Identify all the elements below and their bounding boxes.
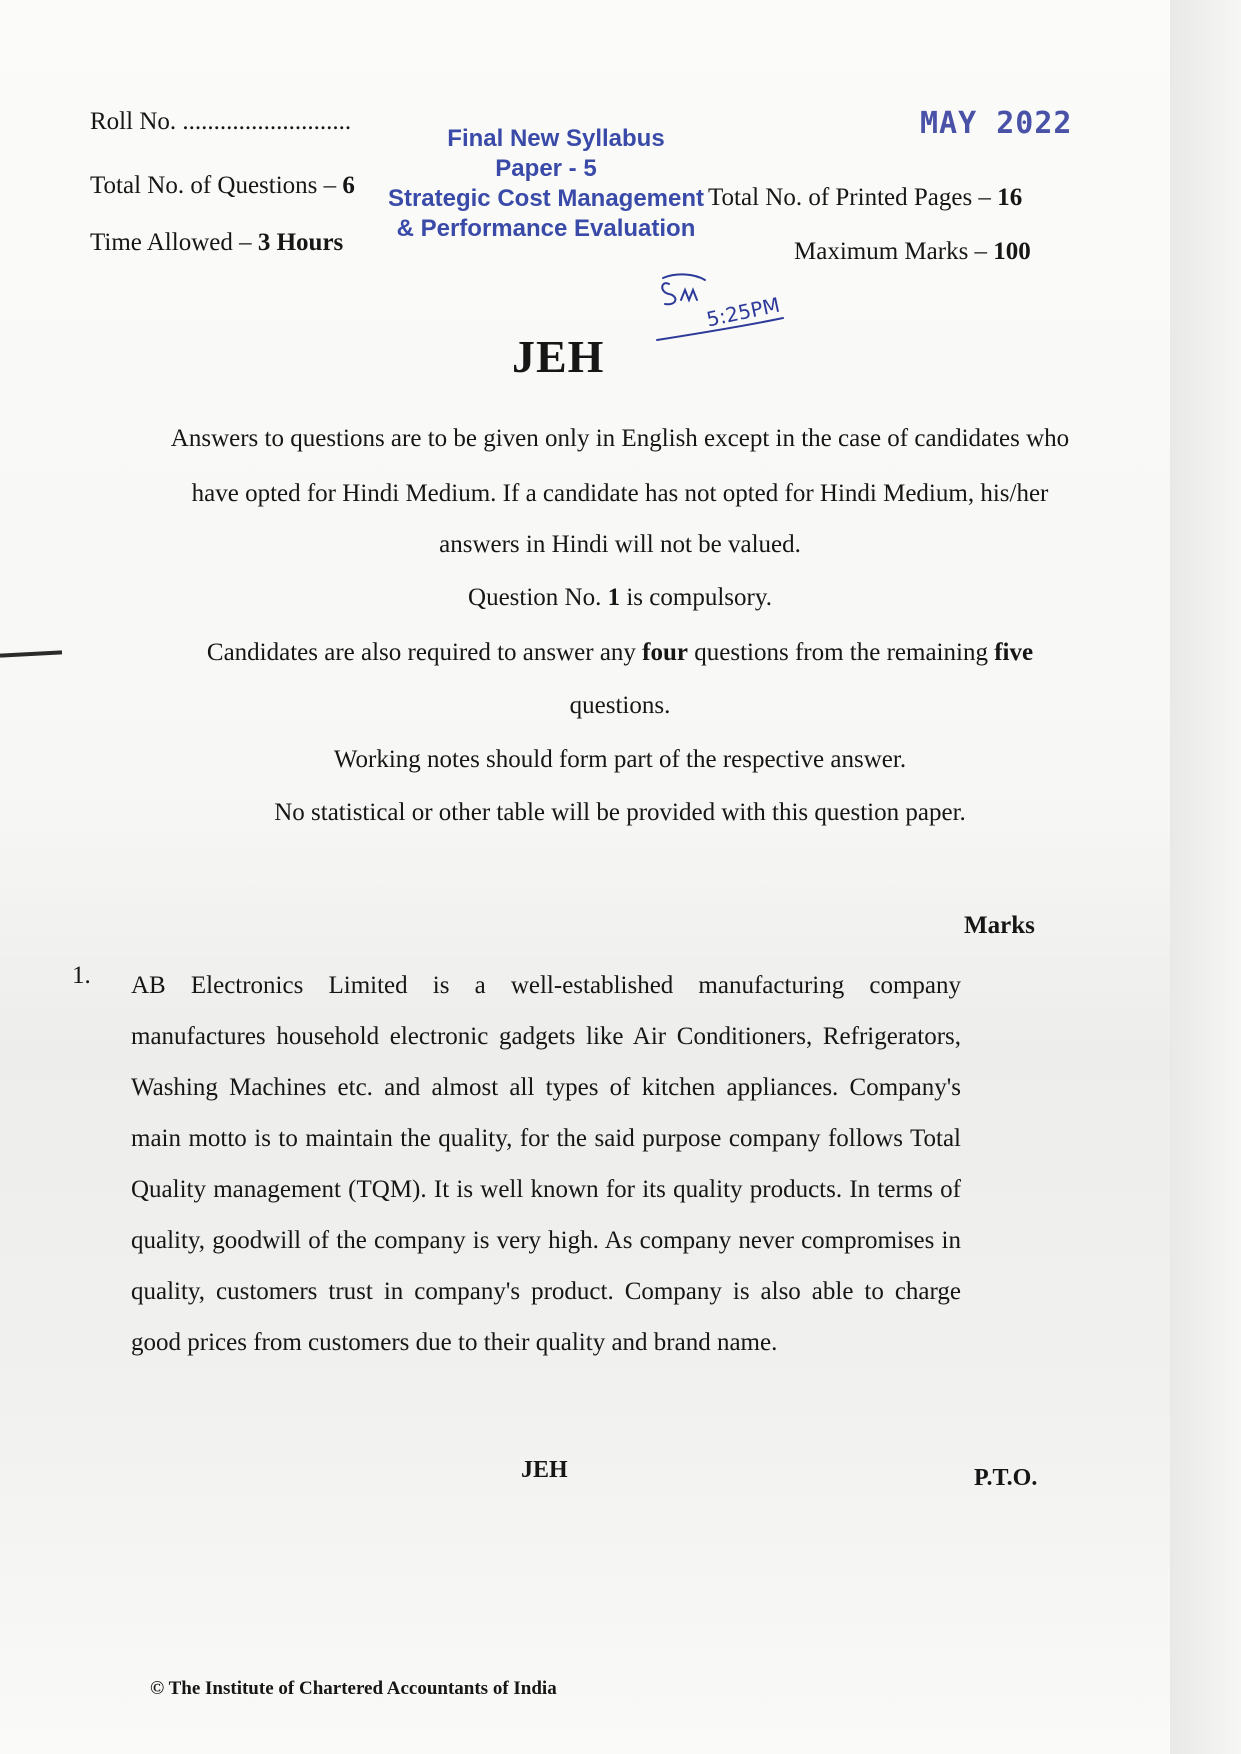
answer-choice-four: four: [642, 639, 688, 666]
total-pages-label: Total No. of Printed Pages –: [708, 184, 998, 211]
time-allowed: [90, 229, 343, 257]
instruction-working-notes: Working notes should form part of the respective answer.: [333, 746, 907, 773]
compulsory-pre: Question No.: [468, 584, 608, 611]
scan-artifact-mark: [0, 650, 62, 657]
paper-code-title: JEH: [512, 331, 605, 382]
max-marks-value: 100: [993, 238, 1031, 265]
instruction-line-3: answers in Hindi will not be valued.: [439, 531, 801, 558]
stamp-line-subject: Strategic Cost Management: [387, 185, 705, 212]
instruction-answer-choice-end: questions.: [569, 692, 671, 719]
instruction-line-1: Answers to questions are to be given only in English except in the case of candidates who: [170, 425, 1070, 452]
question-number: 1.: [72, 962, 91, 989]
scan-edge: [1170, 0, 1241, 1754]
total-questions-label: Total No. of Questions –: [90, 172, 343, 199]
time-allowed-label: Time Allowed –: [90, 229, 258, 256]
stamp-line-subject-cont: & Performance Evaluation: [396, 215, 696, 242]
compulsory-number: 1: [607, 584, 621, 611]
instruction-line-2: have opted for Hindi Medium. If a candidate has not opted for Hindi Medium, his/her: [191, 480, 1049, 507]
handwritten-time-note: 5:25PM: [704, 292, 782, 332]
total-questions-value: 6: [342, 172, 355, 199]
stamp-line-syllabus: Final New Syllabus: [447, 125, 665, 152]
stamp-line-paper: Paper - 5: [495, 155, 597, 182]
footer-copyright: © The Institute of Chartered Accountants of India: [150, 1678, 557, 1699]
syllabus-stamp: [376, 124, 716, 244]
compulsory-post: is compulsory.: [620, 584, 772, 611]
roll-no-field: [90, 108, 351, 136]
instruction-answer-choice: [70, 639, 1170, 667]
maximum-marks: [794, 238, 1031, 266]
instruction-no-table: No statistical or other table will be provided with this question paper.: [274, 799, 966, 826]
total-printed-pages: [708, 184, 1022, 212]
total-pages-value: 16: [997, 184, 1023, 211]
total-questions: [90, 172, 355, 200]
time-allowed-value: 3 Hours: [257, 229, 344, 256]
exam-date-stamp: MAY 2022: [920, 106, 1073, 141]
footer-pto: P.T.O.: [974, 1465, 1038, 1491]
instruction-compulsory: [70, 584, 1170, 612]
answer-choice-mid: questions from the remaining: [688, 639, 995, 666]
answer-choice-pre: Candidates are also required to answer any: [206, 639, 643, 666]
marks-column-header: Marks: [964, 912, 1035, 939]
footer-paper-code: JEH: [521, 1457, 568, 1483]
roll-no-label: Roll No. ...........................: [90, 108, 352, 135]
question-text: AB Electronics Limited is a well-established manufacturing company manufactures household electronic gadgets like Air Conditioners, Refrigerators, Washing Machines etc. and almost all types of kitchen appliances. Company's main motto is to maintain the quality, for the said purpose company follows Total Quality management (TQM). It is well known for its quality products. In terms of quality, goodwill of the company is very high. As company never compromises in quality, customers trust in company's product. Company is also able to charge good prices from customers due to their quality and brand name.: [131, 972, 961, 1356]
max-marks-label: Maximum Marks –: [794, 238, 994, 265]
answer-choice-five: five: [994, 639, 1034, 666]
